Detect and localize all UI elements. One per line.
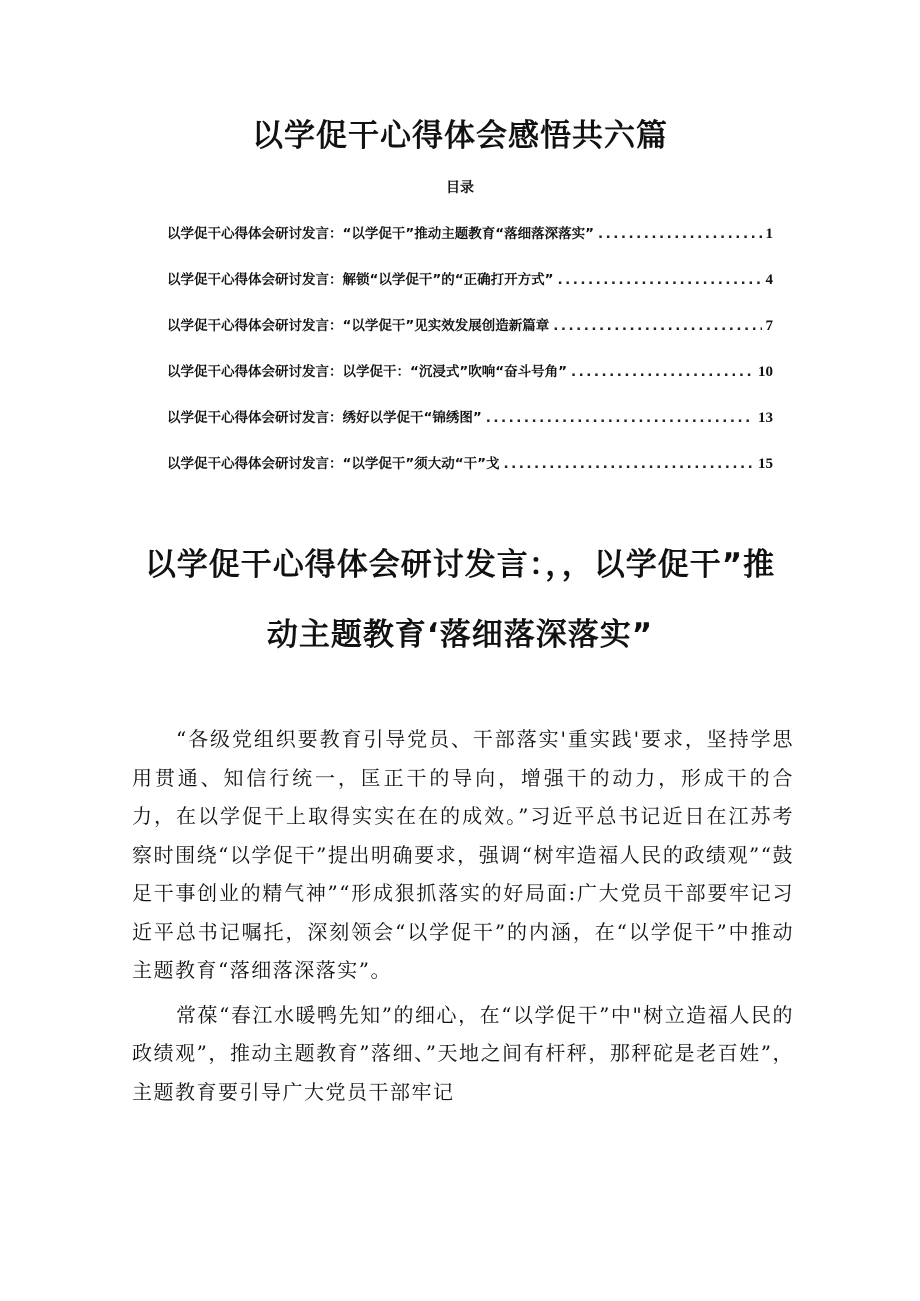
toc-page-number: 10 <box>758 364 773 380</box>
toc-dot-leader <box>486 410 754 426</box>
toc-entry[interactable] <box>167 268 773 314</box>
section-title <box>0 530 920 670</box>
toc-dot-leader <box>571 364 754 380</box>
toc-entry-text: 以学促干心得体会研讨发言：解锁“以学促干”的“正确打开方式” <box>167 272 554 288</box>
toc-dot-leader <box>504 456 755 472</box>
toc-entry-text: 以学促干心得体会研讨发言：“以学促干”须大动“干”戈 <box>167 456 500 472</box>
body-text <box>132 720 794 1117</box>
toc-entry[interactable] <box>167 360 773 406</box>
toc-entry-text: 以学促干心得体会研讨发言：“以学促干”推动主题教育“落细落深落实” <box>167 226 594 242</box>
section-title-line-1: 以学促干心得体会研讨发言：，，以学促干”推 <box>144 547 776 583</box>
toc-page-number: 13 <box>758 410 773 426</box>
toc-entry-text: 以学促干心得体会研讨发言：绣好以学促干“锦绣图” <box>167 410 482 426</box>
toc-entry-text: 以学促干心得体会研讨发言：“以学促干”见实效发展创造新篇章 <box>167 318 550 334</box>
table-of-contents <box>167 222 773 498</box>
document-title: 以学促干心得体会感悟共六篇 <box>252 118 668 154</box>
body-paragraph: 常葆“春江水暖鸭先知”的细心，在“以学促干”中"树立造福人民的政绩观”，推动主题教育”落细、”天地之间有杆秤，那秤砣是老百姓”，主题教育要引导广大党员干部牢记 <box>132 1002 794 1104</box>
toc-dot-leader <box>558 272 762 288</box>
section-title-line-2: 动主题教育‘落细落深落实” <box>266 617 654 653</box>
toc-entry[interactable] <box>167 314 773 360</box>
toc-dot-leader <box>553 318 761 334</box>
toc-page-number: 1 <box>765 226 773 242</box>
toc-page-number: 7 <box>765 318 773 334</box>
toc-page-number: 4 <box>765 272 773 288</box>
toc-entry[interactable] <box>167 222 773 268</box>
toc-entry-text: 以学促干心得体会研讨发言：以学促干：“沉浸式”吹响“奋斗号角” <box>167 364 567 380</box>
toc-page-number: 15 <box>758 456 773 472</box>
toc-heading: 目录 <box>446 180 474 196</box>
toc-entry[interactable] <box>167 452 773 498</box>
toc-dot-leader <box>598 226 762 242</box>
body-paragraph: “各级党组织要教育引导党员、干部落实'重实践'要求，坚持学思用贯通、知信行统一，匡正干的导向，增强干的动力，形成干的合力，在以学促干上取得实实在在的成效。”习近平总书记近日在江苏考察时围绕“以学促干”提出明确要求，强调“树牢造福人民的政绩观”“鼓足干事创业的精气神”“形成狠抓落实的好局面:广大党员干部要牢记习近平总书记嘱托，深刻领会“以学促干”的内涵，在“以学促干”中推动主题教育“落细落深落实”。 <box>132 727 794 982</box>
toc-entry[interactable] <box>167 406 773 452</box>
